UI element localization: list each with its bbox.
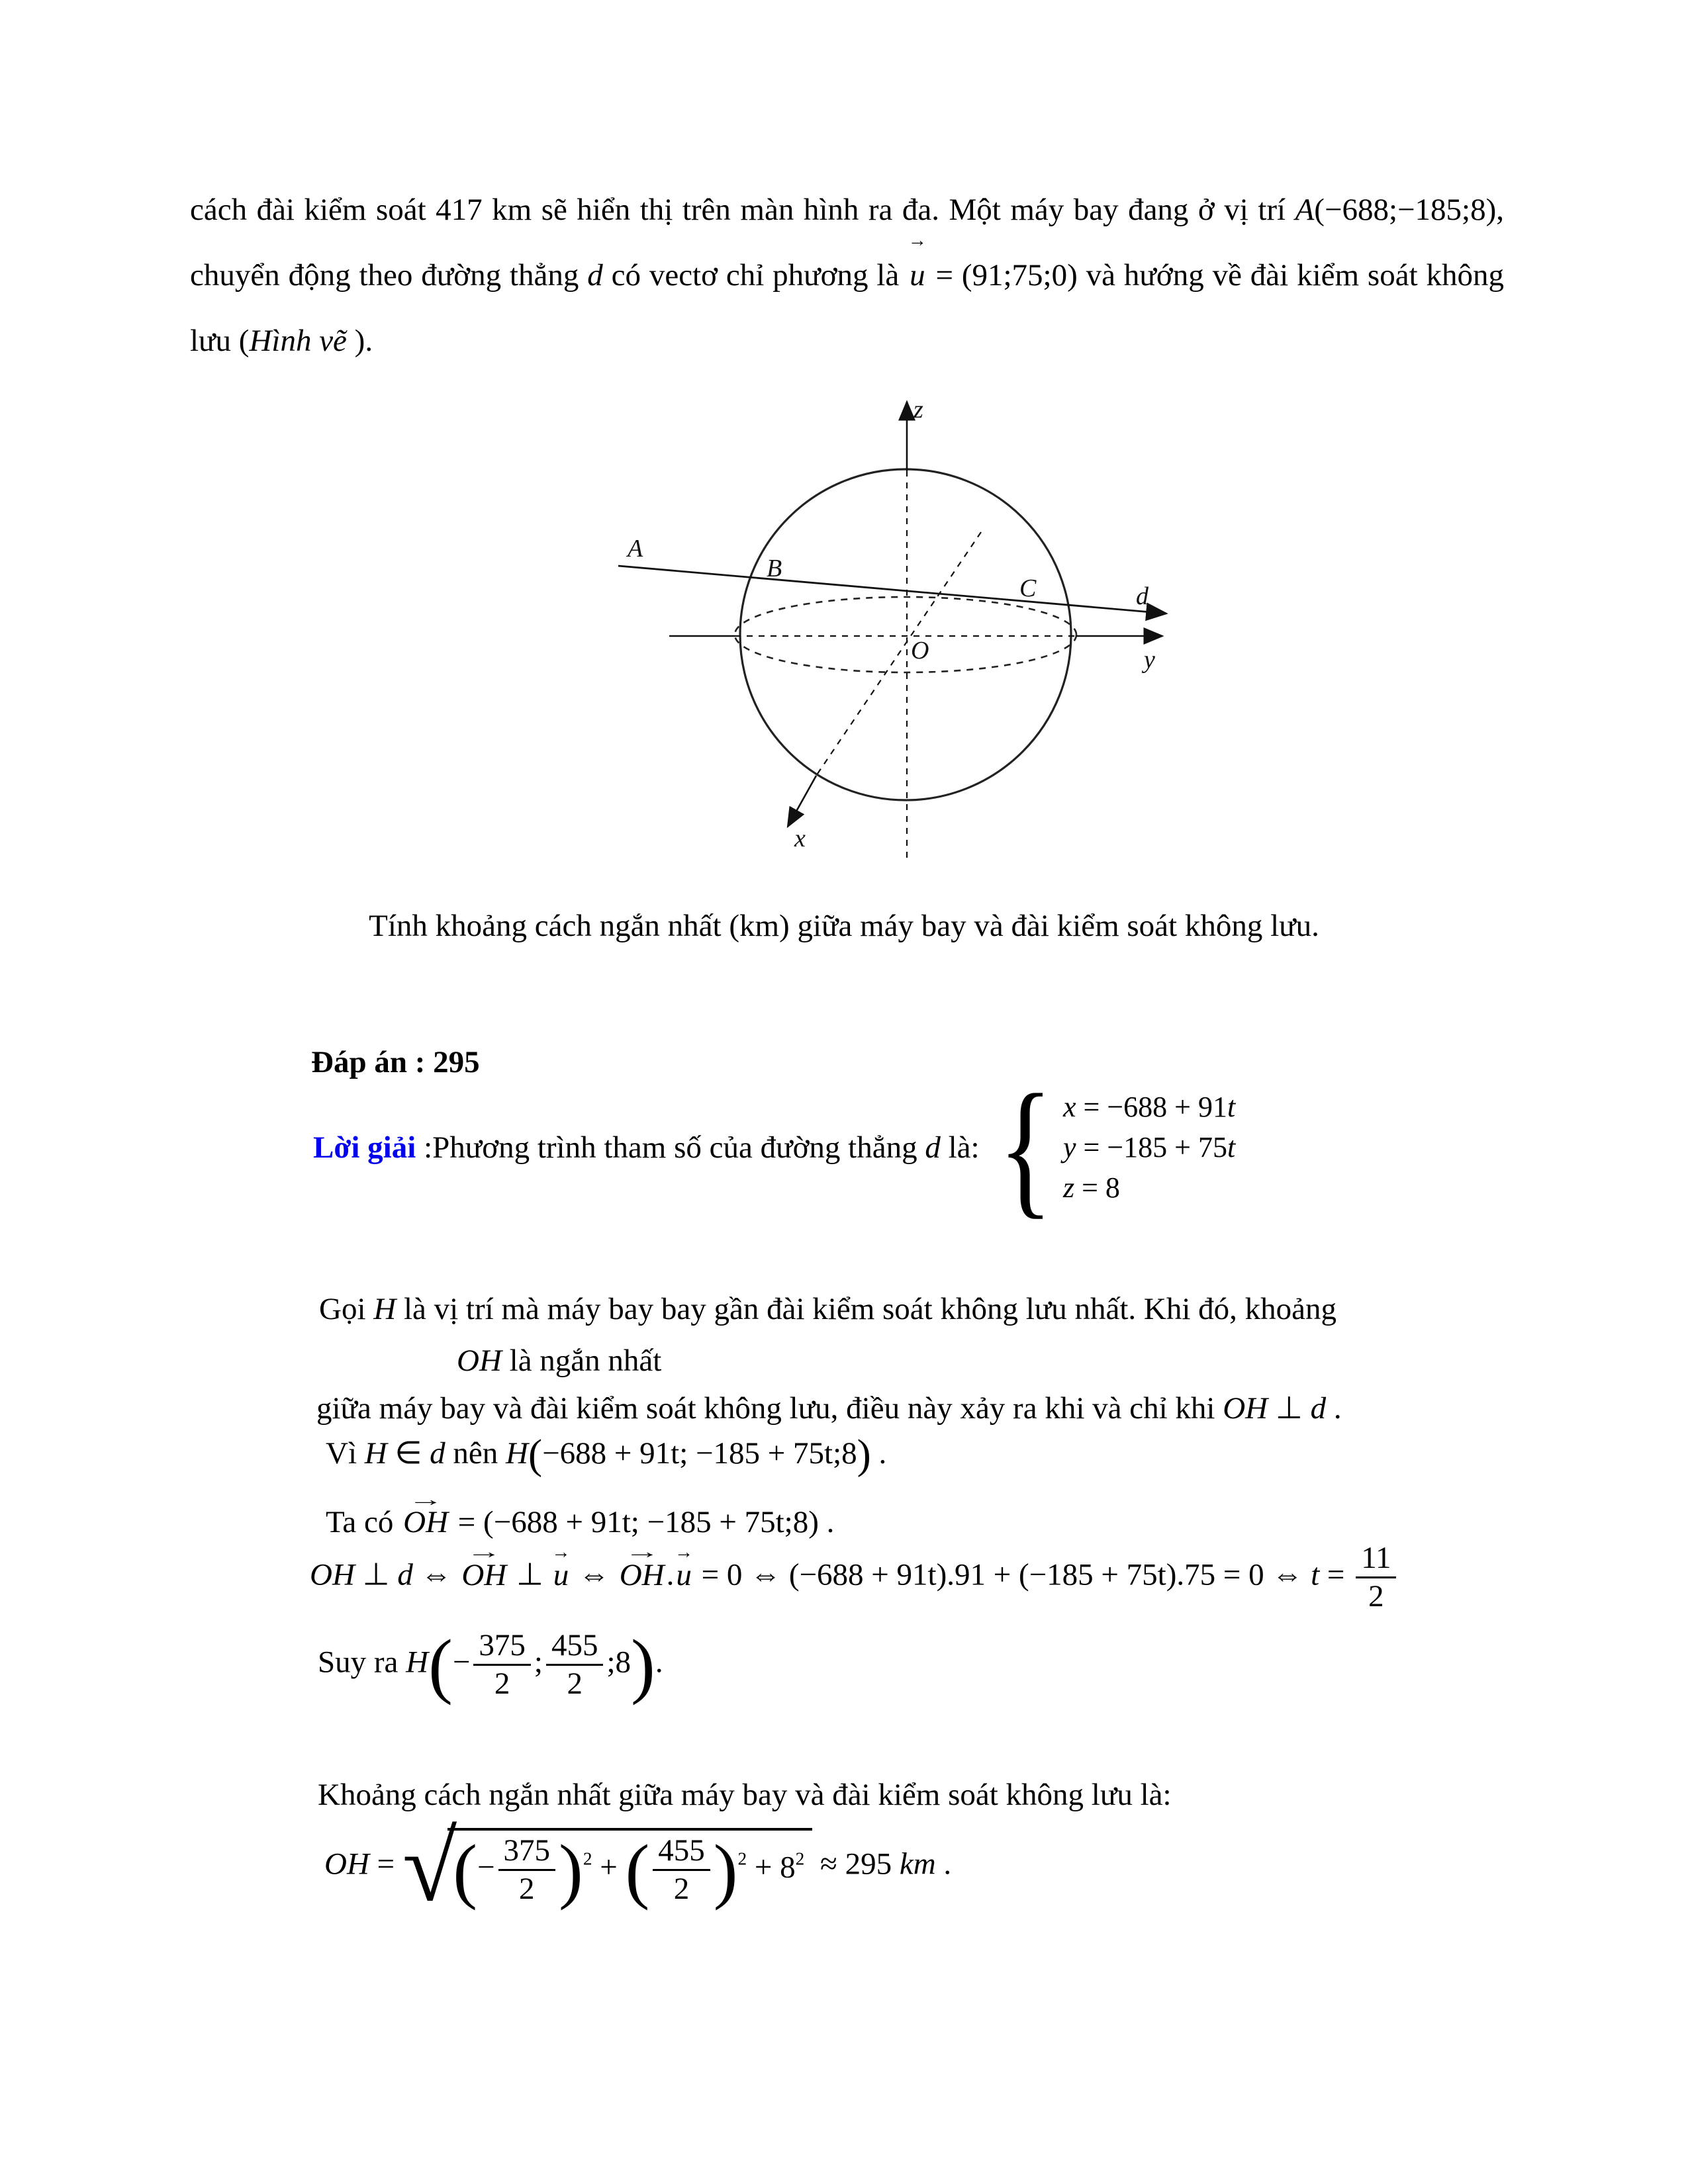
point-label-A: A <box>628 535 643 563</box>
fraction-455-2: $\frac{455}{2}$ <box>653 1835 710 1906</box>
vector-OH: → OH <box>461 1542 507 1592</box>
intro-text: cách đài kiểm soát <box>190 193 436 227</box>
left-paren: ( <box>453 1829 478 1911</box>
right-paren: ) <box>559 1829 583 1911</box>
left-paren: ( <box>625 1829 650 1911</box>
left-paren: ( <box>528 1430 543 1478</box>
fraction-375-2: $\frac{375}{2}$ <box>473 1629 531 1701</box>
vector-OH: → OH <box>403 1489 449 1539</box>
vector-arrow-icon: → <box>408 1489 444 1510</box>
sphere-diagram-svg <box>614 386 1197 889</box>
figure-caption: Tính khoảng cách ngắn nhất (km) giữa máy bay và đài kiểm soát không lưu. <box>369 909 1319 943</box>
distance-value: 417 <box>436 193 483 227</box>
point-label-C: C <box>1019 574 1037 602</box>
x-axis <box>788 776 816 827</box>
equator-ellipse <box>735 597 1076 672</box>
vector-arrow-icon: → <box>674 1542 694 1563</box>
solution-line-khoang: Khoảng cách ngắn nhất giữa máy bay và đài kiểm soát không lưu là: <box>318 1778 1172 1812</box>
solution-line-taco: Ta có → OH = (−688 + 91t; −185 + 75t;8) . <box>326 1502 834 1543</box>
vector-u: → u <box>908 230 927 293</box>
hinh-ve: Hình vẽ <box>249 324 347 358</box>
vector-OH: → OH <box>619 1542 665 1592</box>
right-paren: ) <box>631 1624 655 1706</box>
solution-line-final: OH = √(− $\frac{375}{2}$ )$^2$ + ( $\frac{455}{2}$ )$^2 + 8^2 \approx 295$ km . <box>324 1811 952 1922</box>
right-paren: ) <box>857 1430 871 1478</box>
vector-arrow-icon: → <box>466 1542 502 1563</box>
solution-line-perpendicular: OH ⊥ d ⇔ → OH ⊥ → u ⇔ → OH. → u = 0 ⇔ (−688 + 91t).91 + (−185 + 75t).75 = 0 ⇔ t = $\frac{11}{2}$ <box>310 1542 1399 1614</box>
flight-line-d <box>618 566 1166 614</box>
answer-line: Đáp án : 295 <box>311 1045 480 1079</box>
sphere-outline <box>740 469 1071 800</box>
solution-start-line: Lời giải :Phương trình tham số của đường thẳng d là: { x = −688 + 91t y = −185 + 75t z = 8 <box>313 1063 1236 1232</box>
vector-u: → u <box>674 1542 694 1592</box>
vector-u: → u <box>551 1542 571 1592</box>
solution-line-giua: giữa máy bay và đài kiểm soát không lưu, điều này xảy ra khi và chỉ khi OH ⊥ d . <box>316 1391 1342 1426</box>
origin-label-O: O <box>911 637 929 664</box>
point-label-B: B <box>767 555 782 582</box>
left-paren: ( <box>428 1624 453 1706</box>
solution-label: Lời giải <box>313 1130 416 1165</box>
solution-line-oh-shortest: OH là ngắn nhất <box>457 1343 662 1378</box>
square-root: √(− $\frac{375}{2}$ )$^2$ + ( $\frac{455}{2}$ )$^2 + 8^2$ <box>402 1828 812 1906</box>
point-A: A <box>1295 193 1315 227</box>
axis-label-y: y <box>1144 646 1155 674</box>
axis-label-x: x <box>794 825 806 852</box>
vector-arrow-icon: → <box>551 1542 571 1563</box>
parametric-system <box>989 1063 1236 1232</box>
vector-arrow-icon: → <box>908 230 927 251</box>
system-brace: { <box>998 1063 1053 1232</box>
system-eq3: z = 8 <box>1062 1171 1120 1205</box>
right-paren: ) <box>713 1829 738 1911</box>
intro-paragraph: cách đài kiểm soát 417 km sẽ hiển thị trên màn hình ra đa. Một máy bay đang ở vị trí A(−688;−185;8), chuyển động theo đường thẳng d có vectơ chỉ phương là → u = (91;75;0) và hướng về đài kiểm soát không lưu (Hình vẽ ). <box>190 193 1505 358</box>
axis-label-z: z <box>914 396 923 424</box>
solution-line-vi: Vì H ∈ d nên H(−688 + 91t; −185 + 75t;8) . <box>326 1430 887 1478</box>
fraction-455-2: $\frac{455}{2}$ <box>546 1629 604 1701</box>
system-eq2: y = −185 + 75t <box>1062 1131 1236 1164</box>
x-axis-dashed <box>816 532 981 776</box>
vector-arrow-icon: → <box>624 1542 660 1563</box>
solution-line-suyra: Suy ra H(− $\frac{375}{2}$ ; $\frac{455}{2}$ ;8). <box>318 1624 663 1706</box>
fraction-11-2: $\frac{11}{2}$ <box>1356 1542 1396 1614</box>
solution-line-goi: Gọi H là vị trí mà máy bay bay gần đài kiểm soát không lưu nhất. Khi đó, khoảng <box>319 1292 1337 1326</box>
line-d: d <box>587 258 603 293</box>
fraction-375-2: $\frac{375}{2}$ <box>498 1835 556 1906</box>
system-eq1: x = −688 + 91t <box>1062 1091 1236 1124</box>
sphere-diagram <box>614 386 1197 889</box>
line-label-d: d <box>1136 582 1149 610</box>
